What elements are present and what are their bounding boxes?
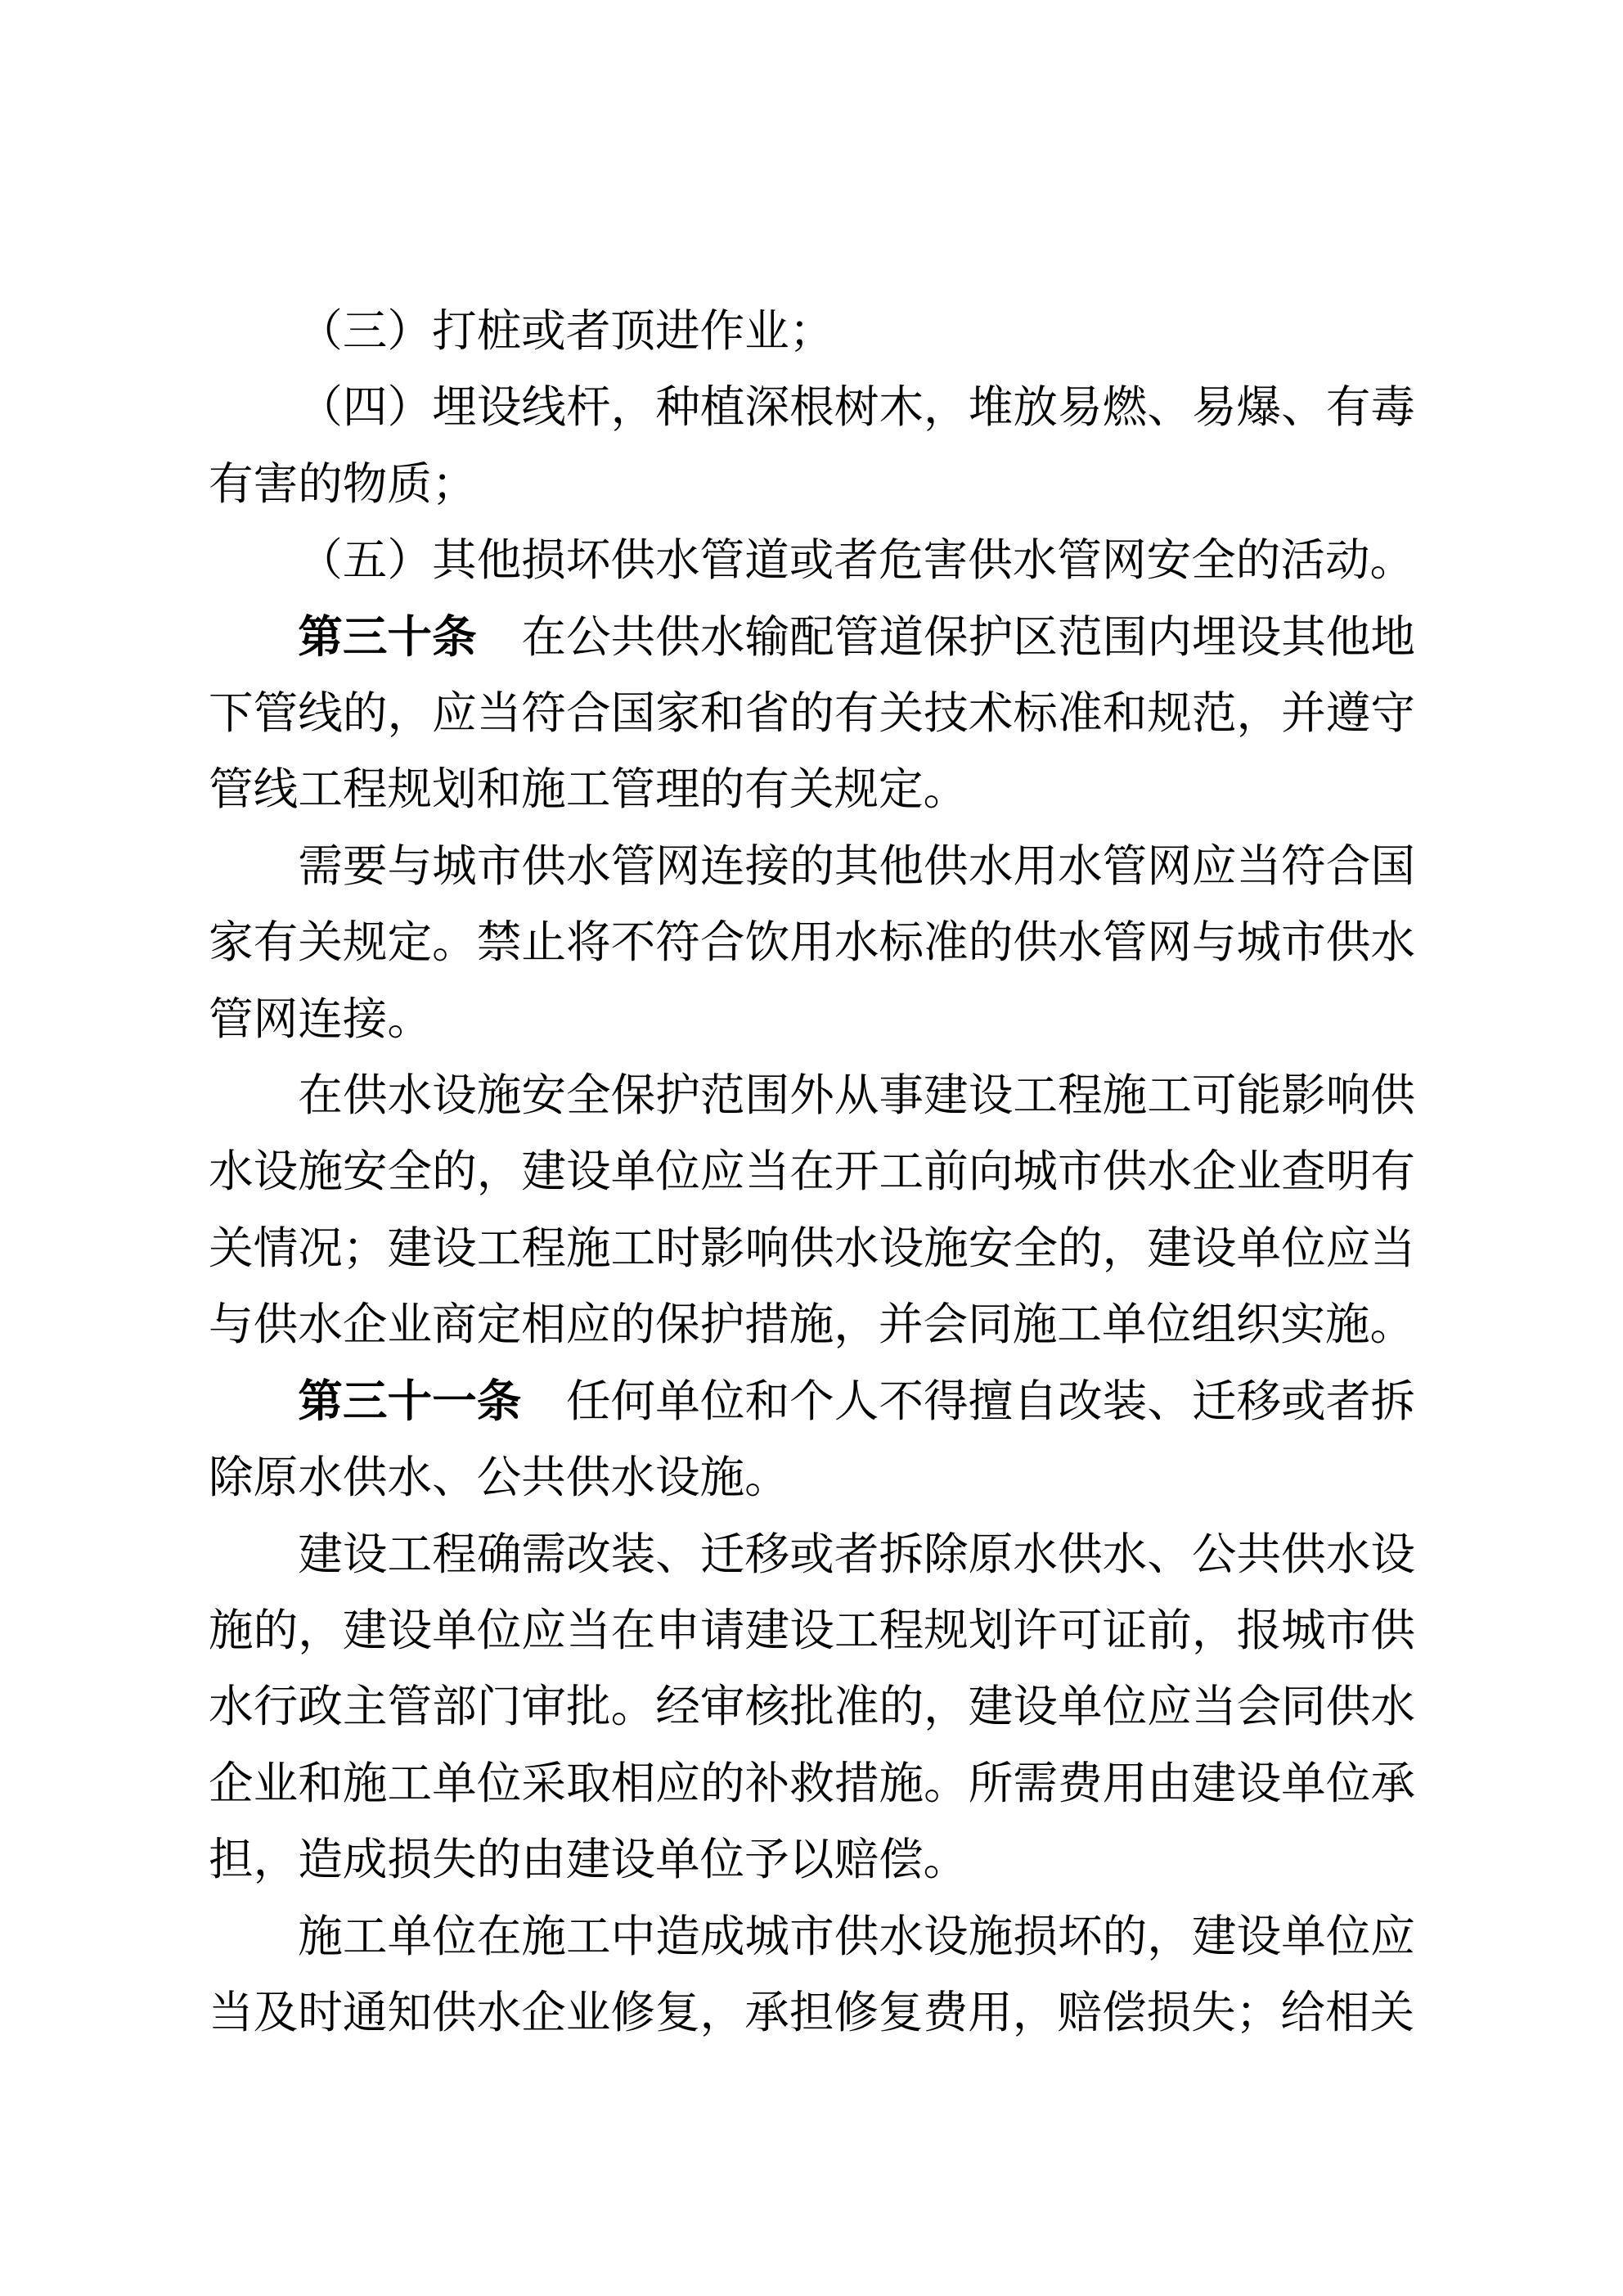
clause-item-4 [209,369,1415,522]
article-30-paragraph-3-text: 在供水设施安全保护范围外从事建设工程施工可能影响供水设施安全的，建设单位应当在开工前向城市供水企业查明有关情况；建设工程施工时影响供水设施安全的，建设单位应当与供水企业商定相应的保护措施，并会同施工单位组织实施。 [209,1069,1415,1351]
article-30-paragraph-2 [209,828,1415,1057]
article-31-paragraph-3-text: 施工单位在施工中造成城市供水设施损坏的，建设单位应当及时通知供水企业修复，承担修复费用，赔偿损失；给相关 [209,1909,1415,2038]
article-30-text: 在公共供水输配管道保护区范围内埋设其他地下管线的，应当符合国家和省的有关技术标准和规范，并遵守管线工程规划和施工管理的有关规定。 [209,610,1415,816]
article-30-paragraph-3 [209,1057,1415,1363]
article-30-paragraph [209,599,1415,828]
document-text-block [209,293,1415,2051]
article-31-number: 第三十一条 [298,1374,522,1427]
clause-item-3-text: （三）打桩或者顶进作业； [298,304,834,357]
article-31-text: 任何单位和个人不得擅自改装、迁移或者拆除原水供水、公共供水设施。 [209,1374,1415,1504]
clause-item-5-text: （五）其他损坏供水管道或者危害供水管网安全的活动。 [298,533,1415,587]
article-30-paragraph-2-text: 需要与城市供水管网连接的其他供水用水管网应当符合国家有关规定。禁止将不符合饮用水标准的供水管网与城市供水管网连接。 [209,839,1415,1045]
article-31-paragraph-3 [209,1898,1415,2051]
article-31-paragraph-2-text: 建设工程确需改装、迁移或者拆除原水供水、公共供水设施的，建设单位应当在申请建设工程规划许可证前，报城市供水行政主管部门审批。经审核批准的，建设单位应当会同供水企业和施工单位采取相应的补救措施。所需费用由建设单位承担，造成损失的由建设单位予以赔偿。 [209,1527,1415,1886]
clause-item-5 [209,522,1415,598]
clause-item-3 [209,293,1415,369]
article-31-paragraph [209,1363,1415,1516]
clause-item-4-text: （四）埋设线杆，种植深根树木，堆放易燃、易爆、有毒有害的物质； [209,380,1415,510]
article-30-number: 第三十条 [298,610,477,663]
article-31-paragraph-2 [209,1516,1415,1898]
